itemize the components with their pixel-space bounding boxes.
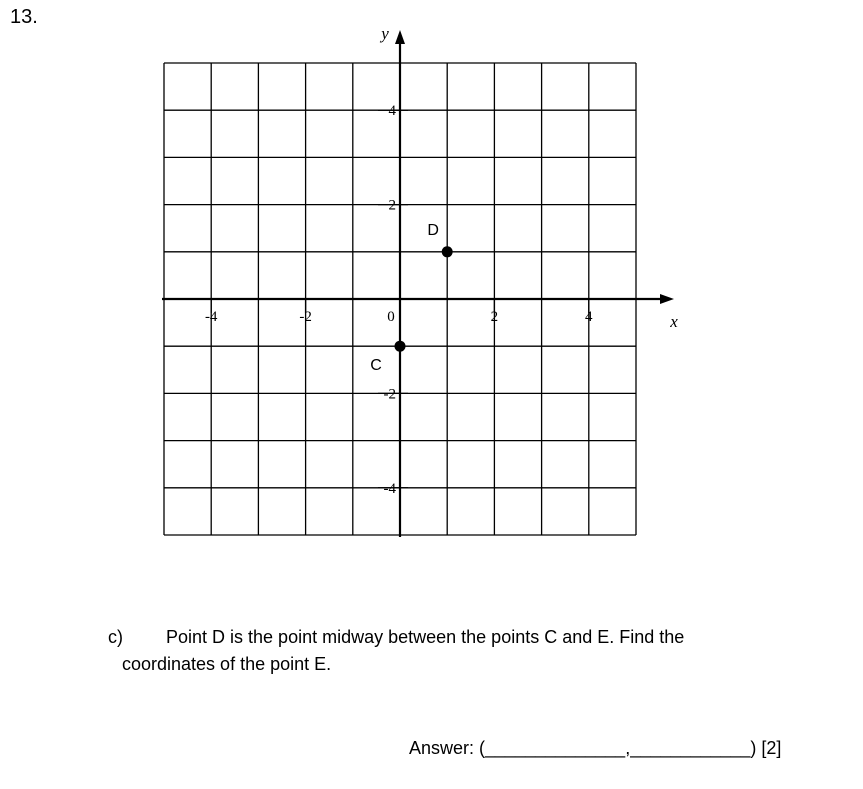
x-axis-label: x <box>670 312 678 331</box>
y-tick-label: -2 <box>383 386 396 403</box>
x-tick-label: 0 <box>387 309 395 325</box>
answer-marks: [2] <box>761 738 782 758</box>
point-c-label: C <box>370 357 382 375</box>
question-text-line2: coordinates of the point E. <box>122 654 332 674</box>
answer-label: Answer: ( <box>409 738 486 758</box>
answer-blank-x[interactable]: ______________ <box>485 738 626 758</box>
question-number: 13. <box>10 6 38 28</box>
x-tick-label: -4 <box>204 309 218 325</box>
x-tick-label: 4 <box>585 309 593 325</box>
question-prompt <box>108 624 808 678</box>
answer-line <box>409 738 781 759</box>
y-axis-label: y <box>381 24 389 43</box>
x-axis-arrow <box>660 294 674 304</box>
answer-separator: , <box>625 738 631 758</box>
answer-blank-y[interactable]: ____________ <box>630 738 751 758</box>
question-text-line1: Point D is the point midway between the points C and E. Find the <box>166 627 685 647</box>
point-d-label: D <box>427 221 439 239</box>
answer-close: ) <box>750 738 757 758</box>
y-tick-label: 4 <box>388 103 396 120</box>
y-tick-label: -4 <box>383 480 396 497</box>
point-c <box>395 341 406 352</box>
y-tick-label: 2 <box>388 197 396 214</box>
y-axis-arrow <box>395 30 405 44</box>
axes <box>162 24 678 537</box>
question-part-label: c) <box>108 627 123 647</box>
x-tick-label: 2 <box>490 309 499 325</box>
x-tick-label: -2 <box>299 309 312 325</box>
point-d <box>442 246 453 257</box>
